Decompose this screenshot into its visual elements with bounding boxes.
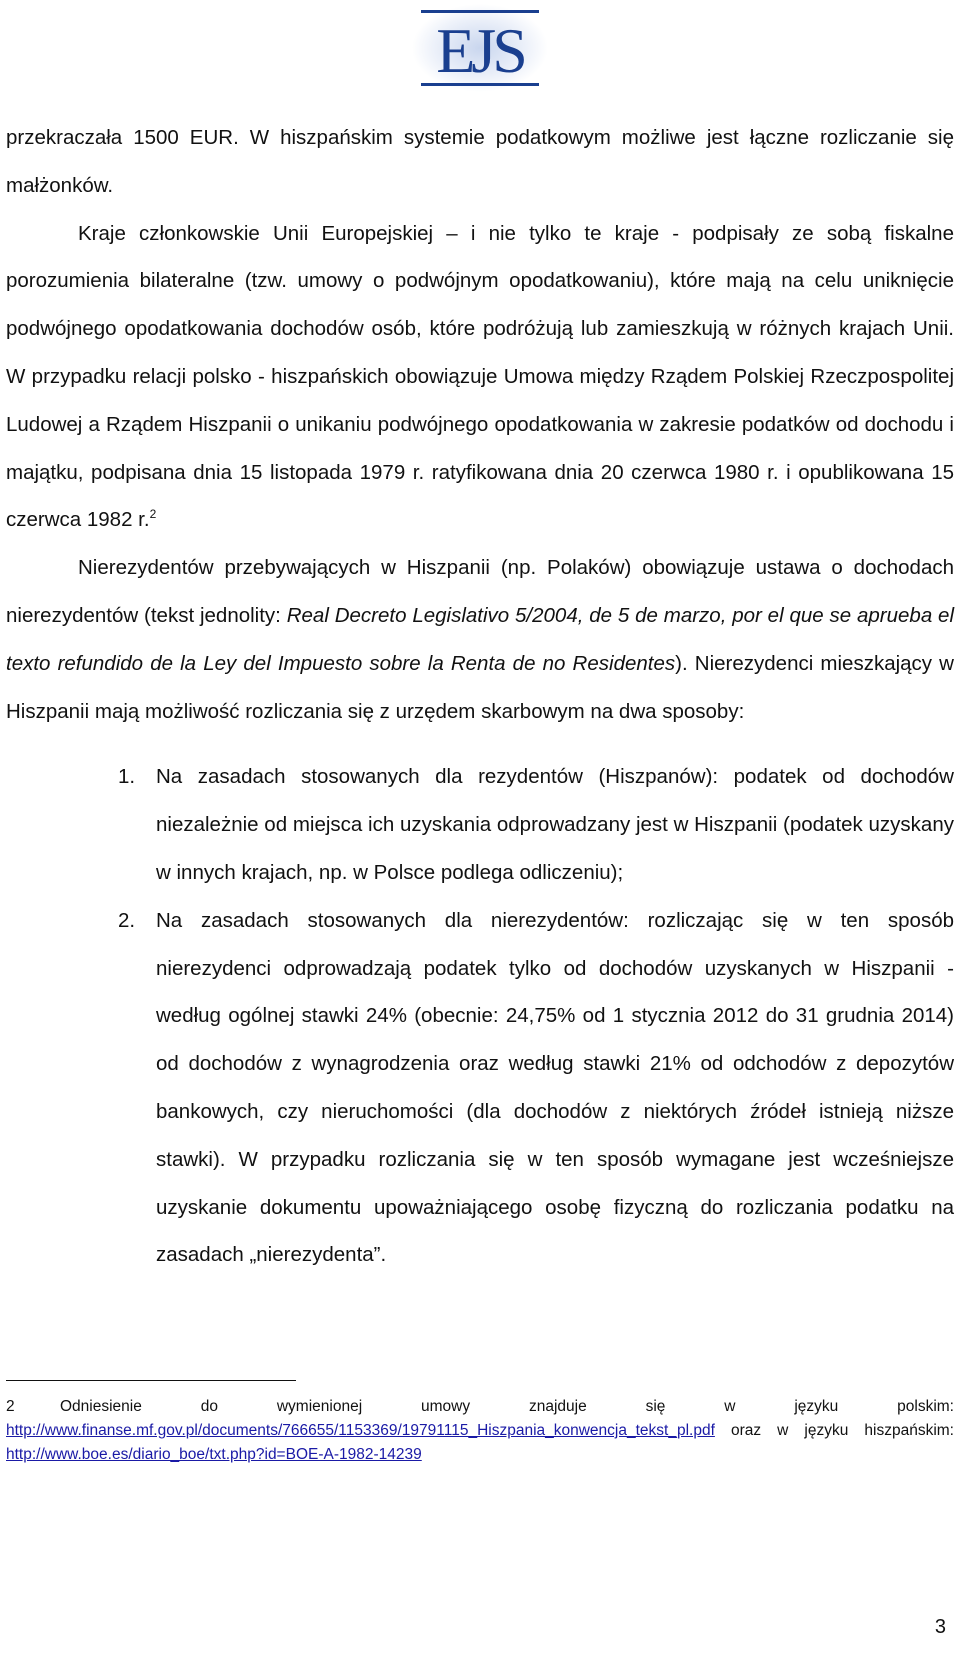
paragraph-3-end: ). Nierezydenci mieszkający w Hiszpanii mają możliwość rozliczania się z urzędem skarbowym na dwa sposoby: <box>6 651 954 723</box>
logo-text: EJS <box>436 15 524 86</box>
paragraph-2 <box>6 210 954 545</box>
paragraph-3 <box>6 544 954 735</box>
list-item-number: 1. <box>118 765 136 789</box>
footnote-reference[interactable]: 2 <box>149 507 157 522</box>
settlement-methods-list <box>6 753 954 1279</box>
page-number: 3 <box>934 1616 946 1638</box>
ejs-logo-graphic <box>405 2 555 94</box>
list-item-text: Na zasadach stosowanych dla nierezydentów: rozliczając się w ten sposób nierezydenci odprowadzają podatek tylko od dochodów uzyskanych w Hiszpanii - według ogólnej stawki 24% (obecnie: 24,75% od 1 stycznia 2012 do 31 grudnia 2014) od dochodów z wynagrodzenia oraz według stawki 21% od odchodów z depozytów bankowych, czy nieruchomości (dla dochodów z niektórych źródeł istnieją niższe stawki). W przypadku rozliczania się w ten sposób wymagane jest wcześniejsze uzyskanie dokumentu upoważniającego osobę fizyczną do rozliczania podatku na zasadach „nierezydenta”. <box>156 908 954 1267</box>
footnote-text-mid: oraz w języku hiszpańskim: <box>730 1422 954 1439</box>
paragraph-1: przekraczała 1500 EUR. W hiszpańskim systemie podatkowym możliwe jest łączne rozliczanie się małżonków. <box>6 126 954 197</box>
footnote-link-polish[interactable]: http://www.finanse.mf.gov.pl/documents/766655/1153369/19791115_Hiszpania_konwencja_tekst_pl.pdf <box>6 1422 715 1439</box>
ejs-logo <box>405 2 555 94</box>
list-item <box>6 897 954 1279</box>
list-item <box>6 753 954 896</box>
list-item-text: Na zasadach stosowanych dla rezydentów (Hiszpanów): podatek od dochodów niezależnie od miejsca ich uzyskania odprowadzany jest w Hiszpanii (podatek uzyskany w innych krajach, np. w Polsce podlega odliczeniu); <box>156 765 954 884</box>
paragraph-2-text: Kraje członkowskie Unii Europejskiej – i nie tylko te kraje - podpisały ze sobą fiskalne porozumienia bilateralne (tzw. umowy o podwójnym opodatkowaniu), które mają na celu uniknięcie podwójnego opodatkowania dochodów osób, które podróżują lub zamieszkują w różnych krajach Unii. W przypadku relacji polsko - hiszpańskich obowiązuje Umowa między Rządem Polskiej Rzeczpospolitej Ludowej a Rządem Hiszpanii o unikaniu podwójnego opodatkowania w zakresie podatków od dochodu i majątku, podpisana dnia 15 listopada 1979 r. ratyfikowana dnia 20 czerwca 1980 r. i opublikowana 15 czerwca 1982 r. <box>6 221 954 532</box>
document-body <box>6 114 954 1267</box>
list-item-number: 2. <box>118 908 136 932</box>
paragraph-3-italic-title: Real Decreto Legislativo 5/2004, de 5 de marzo, por el que se aprueba el texto refundido de la Ley del Impuesto sobre la Renta de no Residentes <box>6 603 954 675</box>
footnote-divider <box>6 1380 296 1381</box>
paragraph-3-start: Nierezydentów przebywających w Hiszpanii (np. Polaków) obowiązuje ustawa o dochodach nierezydentów (tekst jednolity: <box>6 556 954 627</box>
footnote-text-start: Odniesienie do wymienionej umowy znajduje się w języku polskim: <box>60 1398 954 1415</box>
footnote <box>6 1395 954 1467</box>
footnote-link-spanish[interactable]: http://www.boe.es/diario_boe/txt.php?id=BOE-A-1982-14239 <box>6 1446 422 1463</box>
footnote-number: 2 <box>6 1398 15 1415</box>
